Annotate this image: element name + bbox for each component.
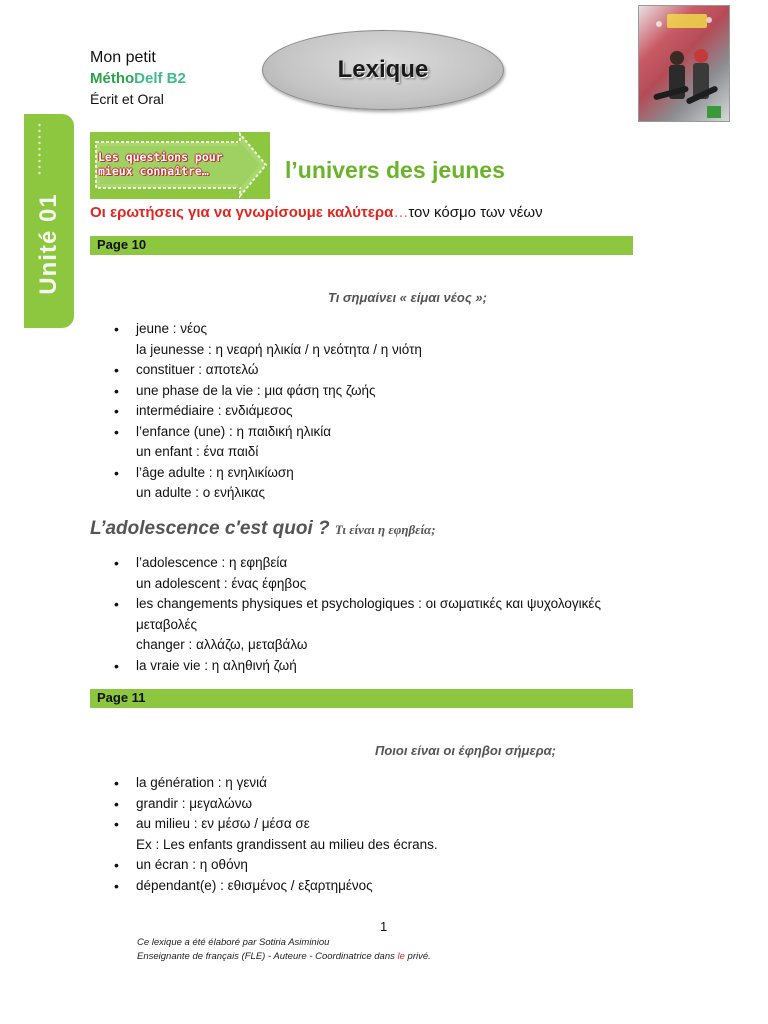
page-10-label: Page 10 (97, 237, 147, 252)
page-11-bar (90, 689, 633, 708)
subtitle-ellipsis: … (393, 204, 409, 221)
footer-credits (137, 936, 431, 964)
list-item: • dépendant(e) : εθισμένος / εξαρτημένος (110, 876, 630, 897)
page-number: 1 (380, 919, 388, 934)
section-title: l’univers des jeunes (285, 157, 505, 183)
list-item: • l’enfance (une) : η παιδική ηλικία un enfant : ένα παιδί (110, 422, 630, 463)
decorative-dots (38, 122, 41, 176)
page-11-question: Ποιοι είναι οι έφηβοι σήμερα; (375, 743, 556, 758)
page-11-label: Page 11 (97, 690, 146, 705)
subtitle-red: Οι ερωτήσεις για να γνωρίσουμε καλύτερα (90, 204, 394, 221)
lexique-badge (262, 30, 504, 110)
list-item: • les changements physiques et psychologiques : οι σωματικές και ψυχολογικές μεταβολές changer : αλλάζω, μεταβάλω (110, 594, 630, 656)
list-item: • la génération : η γενιά (110, 773, 630, 794)
list-item: • grandir : μεγαλώνω (110, 794, 630, 815)
list-item: • intermédiaire : ενδιάμεσος (110, 401, 630, 422)
list-item: • au milieu : εν μέσω / μέσα σε Ex : Les enfants grandissent au milieu des écrans. (110, 814, 630, 855)
section-subtitle (90, 204, 543, 221)
book-cover-image (638, 5, 730, 122)
list-item: • l’adolescence : η εφηβεία un adolescent : ένας έφηβος (110, 553, 630, 594)
list-item: • l’âge adulte : η ενηλικίωση un adulte : ο ενήλικας (110, 463, 630, 504)
adolescence-heading (90, 518, 436, 540)
brand-delf: Delf B2 (134, 70, 186, 87)
brand-line3: Écrit et Oral (90, 91, 164, 107)
unit-label: Unité 01 (35, 193, 62, 295)
brand-metho: Métho (90, 70, 135, 87)
subtitle-black: τον κόσμο των νέων (408, 204, 543, 221)
brand-line1: Mon petit (90, 49, 156, 66)
adolescence-heading-fr: L’adolescence c'est quoi ? (90, 518, 330, 539)
arrow-banner-text: Les questions pour mieux connaître… (98, 150, 223, 178)
adolescence-heading-gr: Τι είναι η εφηβεία; (334, 522, 436, 537)
list-item: • constituer : αποτελώ (110, 360, 630, 381)
brand-block (90, 47, 186, 110)
page-10-bar (90, 236, 633, 255)
footer-line1: Ce lexique a été élaboré par Sotiria Asiminiou (137, 937, 330, 948)
list-item: • la vraie vie : η αληθινή ζωή (110, 656, 630, 677)
brand-line2 (90, 68, 186, 89)
list-item: • une phase de la vie : μια φάση της ζωής (110, 381, 630, 402)
page-10-question: Τι σημαίνει « είμαι νέος »; (328, 290, 487, 305)
adolescence-list (110, 553, 630, 676)
unit-side-tab (24, 114, 74, 328)
page-10-list (110, 319, 630, 504)
lexique-title: Lexique (337, 56, 429, 83)
footer-line2: Enseignante de français (FLE) - Auteure - Coordinatrice dans le privé. (137, 951, 431, 962)
list-item: • jeune : νέος la jeunesse : η νεαρή ηλικία / η νεότητα / η νιότη (110, 319, 630, 360)
page-11-list (110, 773, 630, 896)
list-item: • un écran : η οθόνη (110, 855, 630, 876)
